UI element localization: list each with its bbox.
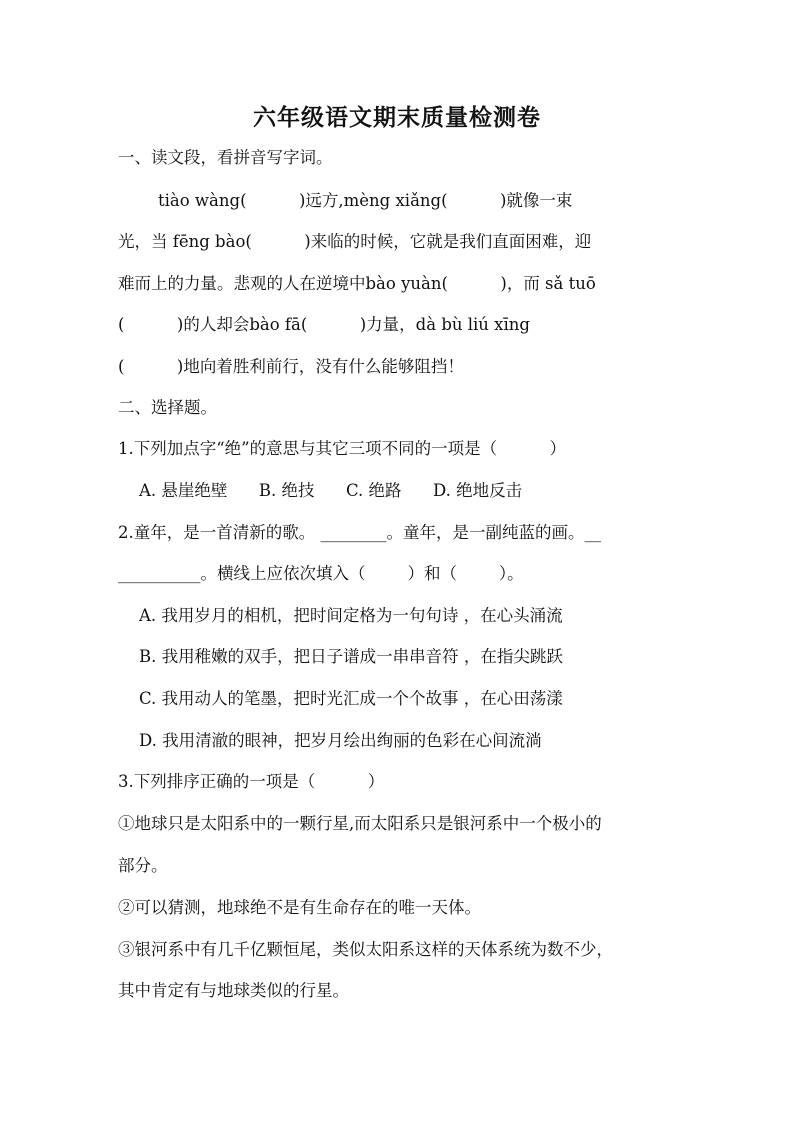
passage-line-4: ( )的人却会bào fā( )力量，dà bù liú xīng	[118, 315, 530, 334]
question-1-options: A. 悬崖绝壁 B. 绝技 C. 绝路 D. 绝地反击	[139, 481, 523, 500]
passage-line-3: 难而上的力量。悲观的人在逆境中bào yuàn( )，而 sǎ tuō	[118, 274, 596, 293]
question-3-item-1-line-1: ①地球只是太阳系中的一颗行星,而太阳系只是银河系中一个极小的	[118, 814, 602, 833]
passage-line-1: tiào wàng( )远方,mèng xiǎng( )就像一束	[158, 191, 573, 210]
question-3-stem: 3.下列排序正确的一项是（ ）	[118, 772, 385, 791]
question-2-stem-line-2: __________。横线上应依次填入（ ）和（ ）。	[118, 564, 524, 583]
page-title: 六年级语文期末质量检测卷	[253, 104, 541, 131]
question-2-stem-line-1: 2.童年，是一首清新的歌。 ________。童年，是一副纯蓝的画。__	[118, 523, 601, 542]
question-2-option-d: D. 我用清澈的眼神，把岁月绘出绚丽的色彩在心间流淌	[139, 731, 542, 750]
section-1-heading: 一、读文段，看拼音写字词。	[118, 148, 333, 167]
question-2-option-c: C. 我用动人的笔墨，把时光汇成一个个故事 ，在心田荡漾	[139, 689, 563, 708]
question-2-option-a: A. 我用岁月的相机，把时间定格为一句句诗 ，在心头涌流	[139, 606, 563, 625]
question-2-option-b: B. 我用稚嫩的双手，把日子谱成一串串音符 ，在指尖跳跃	[139, 647, 563, 666]
question-3-item-1-line-2: 部分。	[118, 856, 168, 875]
passage-line-2: 光，当 fēng bào( )来临的时候，它就是我们直面困难，迎	[118, 232, 592, 251]
section-2-heading: 二、选择题。	[118, 398, 217, 417]
question-1-stem: 1.下列加点字“绝”的意思与其它三项不同的一项是（ ）	[118, 439, 567, 458]
question-3-item-3-line-1: ③银河系中有几千亿颗恒尾，类似太阳系这样的天体系统为数不少，	[118, 940, 613, 959]
question-3-item-2: ②可以猜测，地球绝不是有生命存在的唯一天体。	[118, 898, 481, 917]
question-3-item-3-line-2: 其中肯定有与地球类似的行星。	[118, 981, 349, 1000]
passage-line-5: ( )地向着胜利前行，没有什么能够阻挡！	[118, 357, 464, 376]
